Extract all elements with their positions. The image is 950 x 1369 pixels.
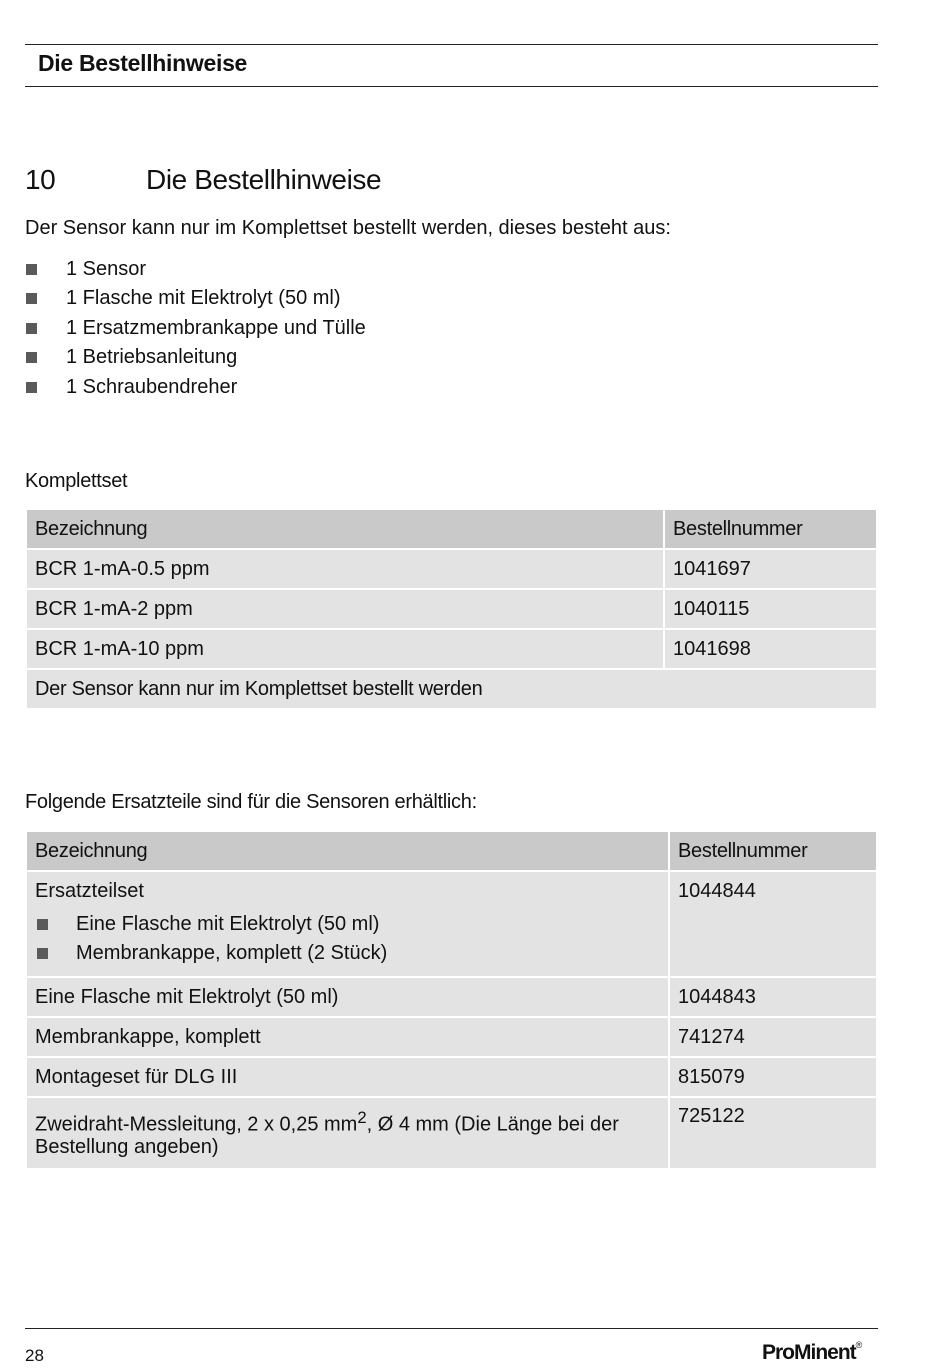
table-cell xyxy=(27,872,668,976)
set-items xyxy=(35,910,660,968)
table-cell: Montageset für DLG III xyxy=(27,1058,668,1096)
bullet-square-icon xyxy=(37,948,48,959)
table-cell: 1041697 xyxy=(665,550,876,588)
table-cell: Membrankappe, komplett xyxy=(27,1018,668,1056)
bullet-square-icon xyxy=(26,323,37,334)
table-cell: BCR 1-mA-0.5 ppm xyxy=(27,550,663,588)
list-item: 1 Sensor xyxy=(25,255,366,284)
table-cell: Zweidraht-Messleitung, 2 x 0,25 $mm^2$, Ø 4 mm (Die Länge bei der Bestellung angeben) xyxy=(27,1098,668,1168)
set-name: Ersatzteilset xyxy=(35,880,144,902)
column-header: Bestellnummer xyxy=(665,510,876,548)
bullet-square-icon xyxy=(26,382,37,393)
list-item: Membrankappe, komplett (2 Stück) xyxy=(35,939,660,968)
column-header: Bezeichnung xyxy=(27,510,663,548)
chapter-title: Die Bestellhinweise xyxy=(146,164,382,195)
footer-rule xyxy=(25,1328,878,1329)
header-rule-bottom xyxy=(25,86,878,87)
bullet-square-icon xyxy=(26,352,37,363)
table-row xyxy=(27,1098,876,1168)
table-header-row xyxy=(27,832,876,870)
ersatzteile-table xyxy=(25,830,878,1170)
table-cell: 1044844 xyxy=(670,872,876,976)
table-row xyxy=(27,550,876,588)
column-header: Bestellnummer xyxy=(670,832,876,870)
table-cell: Eine Flasche mit Elektrolyt (50 ml) xyxy=(27,978,668,1016)
table-row xyxy=(27,872,876,976)
table-cell: 1044843 xyxy=(670,978,876,1016)
table-cell: 815079 xyxy=(670,1058,876,1096)
list-item: 1 Betriebsanleitung xyxy=(25,343,366,372)
prominent-logo: ProMinent® xyxy=(762,1340,862,1364)
ersatzteile-heading: Folgende Ersatzteile sind für die Sensoren erhältlich: xyxy=(25,791,477,813)
contents-list xyxy=(25,255,366,402)
bullet-square-icon xyxy=(26,264,37,275)
komplettset-table xyxy=(25,508,878,710)
table-row xyxy=(27,630,876,668)
header-rule-top xyxy=(25,44,878,45)
table-header-row xyxy=(27,510,876,548)
table-cell: BCR 1-mA-2 ppm xyxy=(27,590,663,628)
table-row xyxy=(27,590,876,628)
chapter-number: 10 xyxy=(25,164,56,195)
bullet-square-icon xyxy=(26,293,37,304)
table-row xyxy=(27,1058,876,1096)
chapter-heading xyxy=(25,164,381,196)
running-header: Die Bestellhinweise xyxy=(38,50,248,76)
page-number: 28 xyxy=(25,1346,44,1365)
table-note: Der Sensor kann nur im Komplettset bestellt werden xyxy=(27,670,876,708)
komplettset-heading: Komplettset xyxy=(25,470,128,492)
table-row xyxy=(27,1018,876,1056)
table-cell: 1040115 xyxy=(665,590,876,628)
table-cell: 725122 xyxy=(670,1098,876,1168)
list-item: 1 Flasche mit Elektrolyt (50 ml) xyxy=(25,284,366,313)
column-header: Bezeichnung xyxy=(27,832,668,870)
table-note-row xyxy=(27,670,876,708)
bullet-square-icon xyxy=(37,919,48,930)
list-item: 1 Ersatzmembrankappe und Tülle xyxy=(25,314,366,343)
intro-text: Der Sensor kann nur im Komplettset bestellt werden, dieses besteht aus: xyxy=(25,217,671,239)
table-cell: 1041698 xyxy=(665,630,876,668)
list-item: 1 Schraubendreher xyxy=(25,373,366,402)
table-cell: BCR 1-mA-10 ppm xyxy=(27,630,663,668)
list-item: Eine Flasche mit Elektrolyt (50 ml) xyxy=(35,910,660,939)
table-cell: 741274 xyxy=(670,1018,876,1056)
table-row xyxy=(27,978,876,1016)
